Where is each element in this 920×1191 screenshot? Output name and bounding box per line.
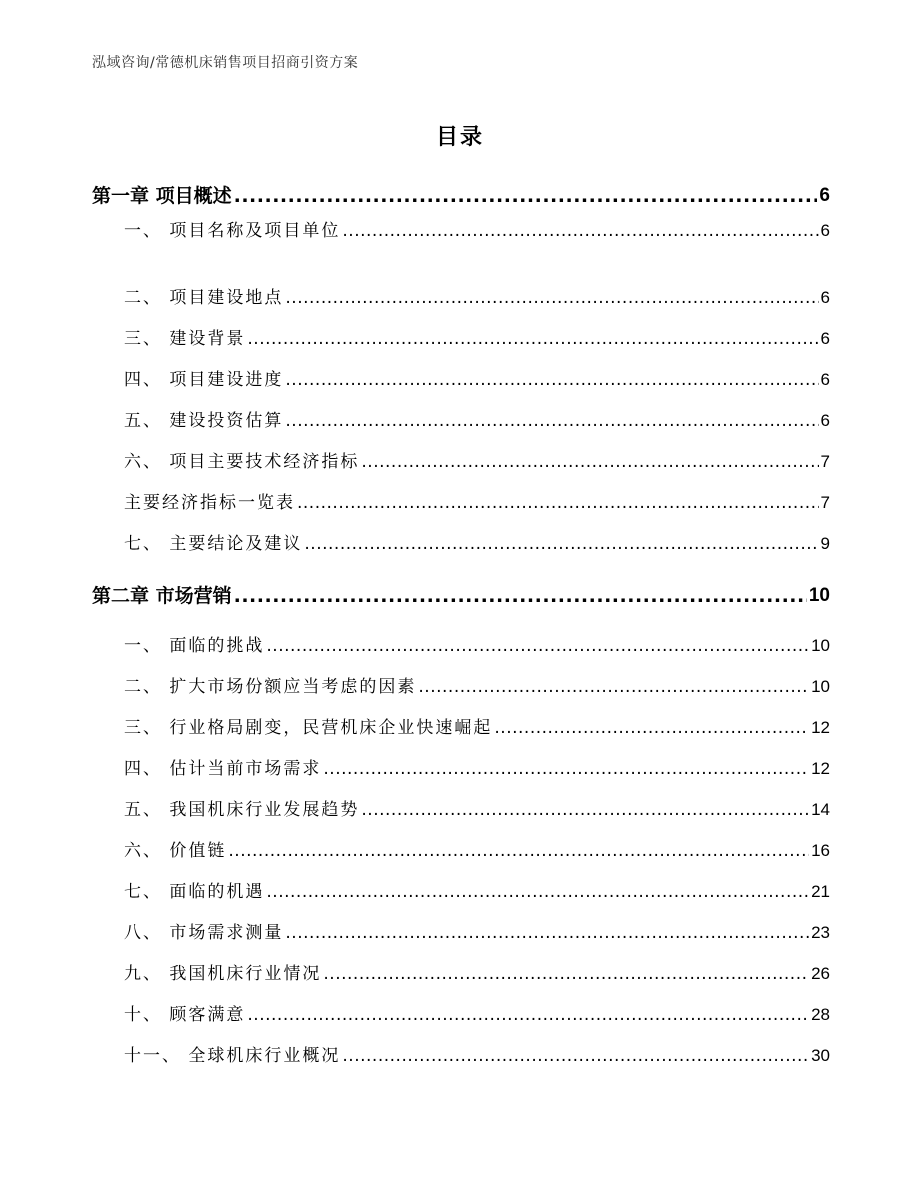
toc-section[interactable] — [92, 838, 830, 864]
toc-section[interactable] — [92, 715, 830, 741]
toc-section[interactable] — [92, 1043, 830, 1069]
toc-title: 目录 — [435, 125, 484, 150]
toc-chapter-2[interactable] — [92, 582, 830, 610]
dot-leader — [323, 961, 809, 987]
toc-section[interactable] — [92, 285, 830, 311]
toc-section[interactable] — [92, 674, 830, 700]
toc-section[interactable] — [92, 633, 830, 659]
toc-entry-label: 五、 建设投资估算 — [124, 411, 284, 431]
dot-leader — [228, 838, 809, 864]
toc-section[interactable] — [92, 449, 830, 475]
toc-page-number: 9 — [820, 534, 830, 553]
toc-entry-label: 三、 建设背景 — [124, 329, 246, 349]
dot-leader — [234, 182, 818, 210]
toc-page-number: 10 — [811, 677, 830, 696]
toc-section[interactable] — [92, 797, 830, 823]
running-header: 泓域咨询/常德机床销售项目招商引资方案 — [92, 55, 359, 71]
toc-section[interactable] — [92, 326, 830, 352]
toc-entry-label: 六、 价值链 — [124, 841, 227, 861]
toc-entry-label: 十一、 全球机床行业概况 — [124, 1046, 341, 1066]
dot-leader — [494, 715, 809, 741]
dot-leader — [418, 674, 809, 700]
toc-section[interactable] — [92, 218, 830, 244]
dot-leader — [285, 285, 818, 311]
toc-entry-label: 八、 市场需求测量 — [124, 923, 284, 943]
dot-leader — [342, 218, 818, 244]
toc-page-number: 16 — [811, 841, 830, 860]
toc-entry-label: 九、 我国机床行业情况 — [124, 964, 322, 984]
toc-section[interactable] — [92, 367, 830, 393]
toc-entry-label: 五、 我国机床行业发展趋势 — [124, 800, 360, 820]
dot-leader — [247, 326, 818, 352]
toc-entry-label: 六、 项目主要技术经济指标 — [124, 452, 360, 472]
toc-section[interactable] — [92, 920, 830, 946]
dot-leader — [342, 1043, 809, 1069]
toc-entry-label: 一、 项目名称及项目单位 — [124, 221, 341, 241]
toc-entry-label: 七、 面临的机遇 — [124, 882, 265, 902]
toc-entry-label: 三、 行业格局剧变，民营机床企业快速崛起 — [124, 718, 493, 738]
toc-page-number: 6 — [820, 329, 830, 348]
dot-leader — [247, 1002, 809, 1028]
toc-entry-label: 二、 项目建设地点 — [124, 288, 284, 308]
toc-page-number: 21 — [811, 882, 830, 901]
toc-entry-label: 七、 主要结论及建议 — [124, 534, 303, 554]
toc-entry-label: 十、 顾客满意 — [124, 1005, 246, 1025]
toc-page-number: 6 — [819, 185, 830, 206]
toc-chapter-1[interactable] — [92, 182, 830, 210]
toc-section[interactable] — [92, 490, 830, 516]
toc-section[interactable] — [92, 531, 830, 557]
dot-leader — [297, 490, 819, 516]
dot-leader — [361, 449, 818, 475]
toc-page-number: 10 — [811, 636, 830, 655]
toc-page-number: 26 — [811, 964, 830, 983]
dot-leader — [266, 633, 809, 659]
toc-entry-label: 二、 扩大市场份额应当考虑的因素 — [124, 677, 417, 697]
toc-entry-label: 第二章 市场营销 — [92, 585, 232, 607]
toc-section[interactable] — [92, 408, 830, 434]
toc-page-number: 7 — [820, 493, 830, 512]
toc-page-number: 6 — [820, 411, 830, 430]
toc-page-number: 7 — [820, 452, 830, 471]
toc-entry-label: 一、 面临的挑战 — [124, 636, 265, 656]
dot-leader — [266, 879, 809, 905]
toc-section[interactable] — [92, 1002, 830, 1028]
toc-page-number: 30 — [811, 1046, 830, 1065]
toc-entry-label: 四、 项目建设进度 — [124, 370, 284, 390]
toc-entry-label: 主要经济指标一览表 — [124, 493, 295, 513]
toc-page-number: 12 — [811, 759, 830, 778]
toc-page-number: 6 — [820, 288, 830, 307]
dot-leader — [285, 408, 818, 434]
toc-section[interactable] — [92, 879, 830, 905]
dot-leader — [304, 531, 818, 557]
toc-section[interactable] — [92, 961, 830, 987]
toc-entry-label: 四、 估计当前市场需求 — [124, 759, 322, 779]
dot-leader — [323, 756, 809, 782]
dot-leader — [361, 797, 809, 823]
toc-page-number: 6 — [820, 370, 830, 389]
toc-page-number: 12 — [811, 718, 830, 737]
dot-leader — [285, 920, 809, 946]
toc-page-number: 23 — [811, 923, 830, 942]
dot-leader — [234, 582, 807, 610]
dot-leader — [285, 367, 818, 393]
toc-section[interactable] — [92, 756, 830, 782]
toc-page-number: 28 — [811, 1005, 830, 1024]
toc-page-number: 14 — [811, 800, 830, 819]
toc-page-number: 10 — [808, 585, 830, 606]
toc-entry-label: 第一章 项目概述 — [92, 185, 232, 207]
toc-page-number: 6 — [820, 221, 830, 240]
